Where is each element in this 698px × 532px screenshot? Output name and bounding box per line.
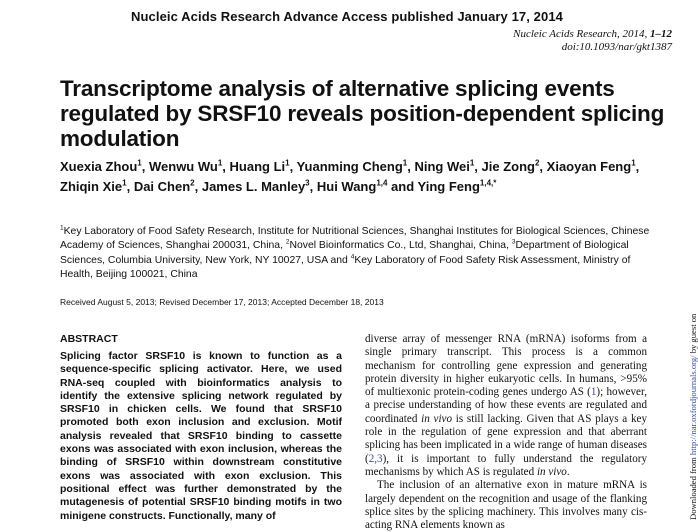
author-separator: and — [387, 179, 418, 194]
watermark-suffix: by guest on — [688, 313, 698, 356]
author-separator: , — [126, 179, 134, 194]
author-affiliation: 1 — [217, 158, 223, 168]
intro-text: . — [566, 465, 570, 478]
author-list — [60, 157, 640, 197]
intro-paragraph-1 — [365, 333, 647, 479]
author-name: Xuexia Zhou — [60, 159, 138, 174]
author-affiliation: 1,4 — [376, 178, 388, 188]
author-affiliation: 1 — [285, 158, 290, 168]
author-affiliation: 1,4,* — [479, 178, 497, 188]
affiliation-number: 2 — [285, 238, 290, 246]
author-affiliation: 2 — [190, 178, 195, 188]
author-name: Xiaoyan Feng — [546, 159, 632, 174]
reference-link-2-3[interactable]: 2,3 — [368, 452, 383, 465]
watermark-prefix: Downloaded from — [688, 455, 698, 520]
italic-term: in vivo — [536, 465, 567, 478]
intro-text: diverse array of messenger RNA (mRNA) isoforms from a single primary transcript. This process is a common mechanism for controlling gene expression and generating protein diversity in higher eukaryotic cells. In humans, >95% of multiexonic protein-coding genes undergo AS ( — [365, 333, 647, 399]
affiliation-number: 3 — [511, 238, 516, 246]
submission-dates: Received August 5, 2013; Revised December 17, 2013; Accepted December 18, 2013 — [60, 297, 384, 307]
author-affiliation: 1 — [402, 158, 408, 168]
page-range: 1–12 — [650, 28, 672, 40]
author-separator: , — [222, 159, 230, 174]
affiliations — [60, 225, 660, 283]
author-affiliation: 2 — [534, 158, 540, 168]
intro-text: ); however, a precise understanding of how these events are regulated and coordinated — [365, 386, 647, 425]
affiliation-text: Novel Bioinformatics Co., Ltd, Shanghai, China, — [289, 240, 512, 252]
affiliation-number: 4 — [350, 253, 355, 261]
author-affiliation: 1 — [631, 158, 636, 168]
download-watermark — [688, 314, 698, 520]
author-name: Huang Li — [229, 159, 286, 174]
affiliation-text: Key Laboratory of Food Safety Risk Assessment, Ministry of Health, Beijing 100021, China — [60, 254, 631, 281]
watermark-link[interactable]: http://nar.oxfordjournals.org/ — [688, 355, 698, 456]
intro-text: is still lacking. Given that AS plays a key role in the regulation of gene expression and that aberrant splicing has been implicated in a wide range of human diseases ( — [365, 412, 648, 465]
author-separator: , — [635, 159, 640, 174]
reference-link-1[interactable]: 1 — [590, 386, 597, 399]
author-separator: , — [289, 159, 297, 174]
author-name: Dai Chen — [133, 179, 191, 194]
author-separator: , — [407, 159, 415, 174]
journal-citation: Nucleic Acids Research, 2014, — [513, 28, 650, 40]
author-affiliation: 1 — [469, 158, 475, 168]
author-separator: , — [141, 159, 149, 174]
affiliation-text: Department of Biological Sciences, Columbia University, New York, NY 10027, USA and — [60, 240, 629, 266]
article-title: Transcriptome analysis of alternative splicing events regulated by SRSF10 reveals position-dependent splicing modulation — [60, 76, 665, 151]
author-name: Zhiqin Xie — [60, 179, 123, 194]
author-separator: , — [309, 179, 317, 194]
author-separator: , — [539, 159, 547, 174]
author-name: Jie Zong — [481, 159, 535, 174]
author-affiliation: 3 — [305, 178, 310, 188]
author-name: James L. Manley — [201, 179, 306, 194]
author-separator: , — [194, 179, 202, 194]
doi[interactable]: doi:10.1093/nar/gkt1387 — [561, 41, 672, 53]
affiliation-text: Key Laboratory of Food Safety Research, Institute for Nutritional Sciences, Shanghai Institutes for Biological Sciences, Chinese Academy of Sciences, Shanghai 200031, China, — [60, 226, 650, 252]
author-affiliation: 1 — [137, 158, 142, 168]
abstract-text: Splicing factor SRSF10 is known to function as a sequence-specific splicing activator. Here, we used RNA-seq coupled with bioinformatics analysis to identify the extensive splicing network regulated by SRSF10 in chicken cells. We found that SRSF10 promoted both exon inclusion and exclusion. Motif analysis revealed that SRSF10 binding to cassette exons was associated with exon inclusion, whereas the binding of SRSF10 within downstream constitutive exons was associated with exon exclusion. This positional effect was further demonstrated by the mutagenesis of potential SRSF10 binding motifs in two minigene constructs. Functionally, many of — [60, 350, 342, 522]
author-name: Wenwu Wu — [148, 159, 218, 174]
author-name: Hui Wang — [316, 179, 377, 194]
author-name: Yuanming Cheng — [296, 159, 403, 174]
advance-access-banner: Nucleic Acids Research Advance Access published January 17, 2014 — [131, 9, 563, 24]
intro-text: ), it is important to fully understand the regulatory mechanisms by which AS is regulated — [365, 452, 647, 478]
introduction-column — [365, 333, 647, 532]
intro-paragraph-2: The inclusion of an alternative exon in mature mRNA is largely dependent on the recognition and usage of the flanking splice sites by the splicing machinery. This involves many cis-acting RNA elements known as — [365, 479, 647, 532]
italic-term: in vivo — [421, 412, 453, 425]
author-name: Ning Wei — [414, 159, 470, 174]
affiliation-number: 1 — [60, 224, 64, 232]
author-separator: , — [474, 159, 482, 174]
author-name: Ying Feng — [417, 179, 480, 194]
journal-reference — [513, 28, 672, 54]
abstract-heading: ABSTRACT — [60, 333, 118, 345]
author-affiliation: 1 — [122, 178, 127, 188]
